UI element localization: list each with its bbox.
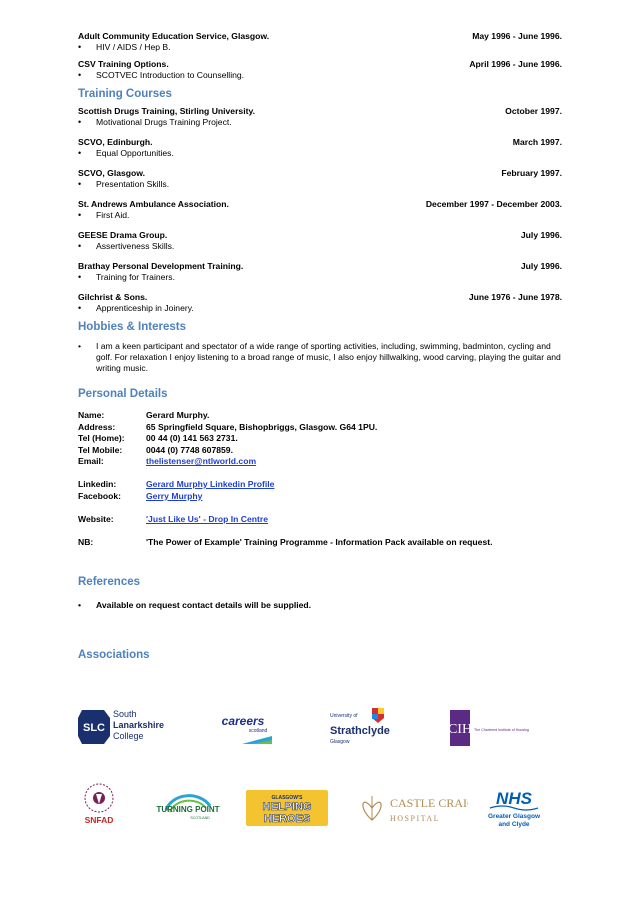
careers-scotland-logo xyxy=(208,712,278,746)
svg-text:South: South xyxy=(113,709,137,719)
section-title-hobbies: Hobbies & Interests xyxy=(78,321,186,333)
entry-item: SCOTVEC Introduction to Counselling. xyxy=(96,70,245,80)
references-text: Available on request contact details will be supplied. xyxy=(96,600,312,610)
detail-row-mobile: Tel Mobile: 0044 (0) 7748 607859. xyxy=(78,444,233,455)
svg-text:NHS: NHS xyxy=(496,789,532,808)
education-list xyxy=(78,30,562,82)
detail-row-address: Address: 65 Springfield Square, Bishopbriggs, Glasgow. G64 1PU. xyxy=(78,421,378,432)
svg-text:The Chartered Institute of Hou: The Chartered Institute of Housing xyxy=(474,728,529,732)
references-item xyxy=(78,600,562,611)
entry-date: March 1997. xyxy=(512,137,562,147)
hobbies-item xyxy=(78,341,562,374)
bullet-icon: • xyxy=(78,241,82,251)
entry-item: Training for Trainers. xyxy=(96,272,175,282)
detail-row-facebook: Facebook: Gerry Murphy xyxy=(78,490,203,501)
entry-org: Scottish Drugs Training, Stirling University. xyxy=(78,106,255,116)
svg-text:University of: University of xyxy=(330,713,358,719)
entry-date: December 1997 - December 2003. xyxy=(425,199,562,209)
training-entry xyxy=(78,229,562,253)
svg-text:Greater Glasgow: Greater Glasgow xyxy=(487,813,541,820)
svg-text:CIH: CIH xyxy=(450,722,473,737)
training-entry xyxy=(78,136,562,160)
training-list xyxy=(78,105,562,315)
detail-row-nb: NB: 'The Power of Example' Training Programme - Information Pack available on request. xyxy=(78,536,493,547)
entry-item: Motivational Drugs Training Project. xyxy=(96,117,232,127)
entry-item: Apprenticeship in Joinery. xyxy=(96,303,194,313)
chartered-institute-of-housing-logo xyxy=(450,710,540,746)
svg-text:GLASGOW'S: GLASGOW'S xyxy=(271,795,303,801)
castle-craig-hospital-logo xyxy=(358,790,468,826)
entry-org: SCVO, Glasgow. xyxy=(78,168,146,178)
section-title-personal: Personal Details xyxy=(78,388,168,400)
linkedin-link[interactable]: Gerard Murphy Linkedin Profile xyxy=(146,479,275,489)
training-entry xyxy=(78,167,562,191)
entry-org: Gilchrist & Sons. xyxy=(78,292,148,302)
section-title-training: Training Courses xyxy=(78,88,172,100)
entry-org: GEESE Drama Group. xyxy=(78,230,168,240)
svg-text:Strathclyde: Strathclyde xyxy=(330,725,390,737)
entry-org: St. Andrews Ambulance Association. xyxy=(78,199,229,209)
training-entry xyxy=(78,260,562,284)
entry-org: SCVO, Edinburgh. xyxy=(78,137,153,147)
entry-item: Equal Opportunities. xyxy=(96,148,174,158)
entry-org: Adult Community Education Service, Glasgow. xyxy=(78,31,270,41)
svg-text:HEROES: HEROES xyxy=(263,813,311,825)
entry-org: CSV Training Options. xyxy=(78,59,169,69)
entry-date: June 1976 - June 1978. xyxy=(468,292,562,302)
entry-item: Presentation Skills. xyxy=(96,179,170,189)
south-lanarkshire-college-logo xyxy=(78,706,168,746)
entry-date: April 1996 - June 1996. xyxy=(469,59,562,69)
bullet-icon: • xyxy=(78,600,82,610)
entry-date: July 1996. xyxy=(520,261,562,271)
bullet-icon: • xyxy=(78,42,82,52)
glasgows-helping-heroes-logo xyxy=(246,790,328,826)
bullet-icon: • xyxy=(78,341,82,351)
hobbies-text: I am a keen participant and spectator of a wide range of sporting activities, including, swimming, badminton, cycling and golf. For relaxation I enjoy listening to a broad range of music, I also enjoy hillwalking, wood carving, playing the guitar and writing music. xyxy=(96,341,561,373)
section-title-associations: Associations xyxy=(78,649,150,661)
training-entry xyxy=(78,291,562,315)
university-of-strathclyde-logo xyxy=(328,706,398,746)
training-entry xyxy=(78,105,562,129)
svg-text:SNFAD: SNFAD xyxy=(84,815,114,825)
entry-date: July 1996. xyxy=(520,230,562,240)
svg-text:CASTLE CRAIG: CASTLE CRAIG xyxy=(390,796,468,810)
detail-row-email: Email: thelistenser@ntlworld.com xyxy=(78,456,257,466)
nhs-greater-glasgow-and-clyde-logo xyxy=(482,786,562,830)
svg-text:HOSPITAL: HOSPITAL xyxy=(390,814,441,823)
bullet-icon: • xyxy=(78,70,82,80)
entry-item: Assertiveness Skills. xyxy=(96,241,175,251)
entry-item: HIV / AIDS / Hep B. xyxy=(96,42,171,52)
education-entry xyxy=(78,30,562,54)
entry-date: February 1997. xyxy=(501,168,562,178)
associations-logos xyxy=(78,706,562,866)
website-link[interactable]: 'Just Like Us' - Drop In Centre xyxy=(146,513,269,524)
svg-text:SCOTLAND: SCOTLAND xyxy=(190,816,210,820)
svg-text:College: College xyxy=(113,731,144,741)
bullet-icon: • xyxy=(78,272,82,282)
education-entry xyxy=(78,58,562,82)
bullet-icon: • xyxy=(78,148,82,158)
snfad-logo xyxy=(78,782,120,826)
slc-abbr-text: SLC xyxy=(83,722,105,734)
svg-text:and Clyde: and Clyde xyxy=(498,821,530,828)
detail-row-website: Website: 'Just Like Us' - Drop In Centre xyxy=(78,513,269,524)
detail-row-name: Name: Gerard Murphy. xyxy=(78,410,210,420)
entry-date: October 1997. xyxy=(505,106,562,116)
bullet-icon: • xyxy=(78,303,82,313)
entry-org: Brathay Personal Development Training. xyxy=(78,261,244,271)
personal-details-table xyxy=(78,410,493,548)
cv-page xyxy=(78,30,562,828)
section-title-references: References xyxy=(78,576,141,588)
svg-text:TURNING POINT: TURNING POINT xyxy=(156,805,220,814)
detail-row-linkedin: Linkedin: Gerard Murphy Linkedin Profile xyxy=(78,479,275,489)
email-link[interactable]: thelistenser@ntlworld.com xyxy=(146,456,257,466)
svg-text:careers: careers xyxy=(221,714,265,728)
entry-date: May 1996 - June 1996. xyxy=(472,31,562,41)
training-entry xyxy=(78,198,562,222)
entry-item: First Aid. xyxy=(96,210,130,220)
svg-text:Glasgow: Glasgow xyxy=(330,739,350,745)
detail-row-home-phone: Tel (Home): 00 44 (0) 141 563 2731. xyxy=(78,433,238,443)
svg-text:Lanarkshire: Lanarkshire xyxy=(113,720,165,730)
bullet-icon: • xyxy=(78,117,82,127)
bullet-icon: • xyxy=(78,179,82,189)
svg-text:HELPING: HELPING xyxy=(262,801,312,813)
svg-text:scotland: scotland xyxy=(248,728,268,734)
bullet-icon: • xyxy=(78,210,82,220)
turning-point-scotland-logo xyxy=(148,788,228,824)
facebook-link[interactable]: Gerry Murphy xyxy=(146,490,203,501)
